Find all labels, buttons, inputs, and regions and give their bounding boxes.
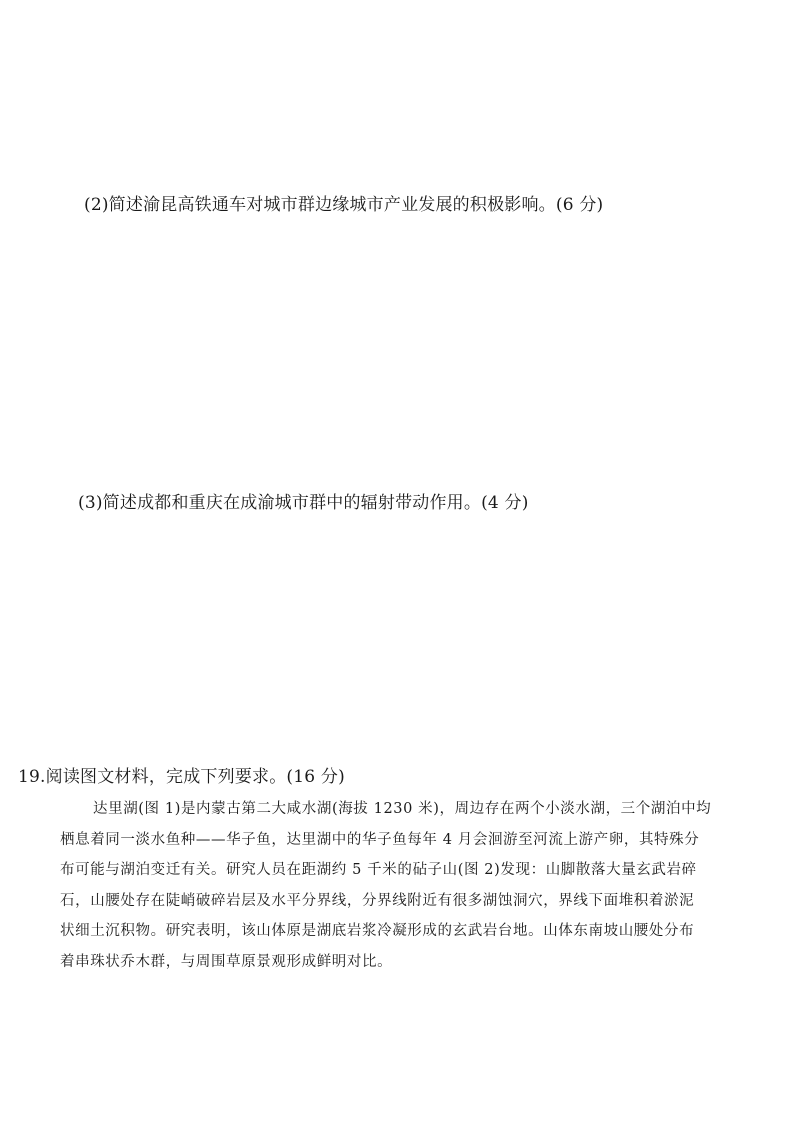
passage-line: 状细土沉积物。研究表明，该山体原是湖底岩浆冷凝形成的玄武岩台地。山体东南坡山腰处分布 (60, 923, 695, 939)
reading-passage (60, 794, 760, 977)
question-19: 19.阅读图文材料，完成下列要求。(16 分) (18, 767, 345, 787)
passage-line: 着串珠状乔木群，与周围草原景观形成鲜明对比。 (60, 953, 393, 970)
question-3: (3)简述成都和重庆在成渝城市群中的辐射带动作用。(4 分) (78, 493, 529, 513)
question-2: (2)简述渝昆高铁通车对城市群边缘城市产业发展的积极影响。(6 分) (84, 195, 604, 215)
passage-line: 布可能与湖泊变迁有关。研究人员在距湖约 5 千米的砧子山(图 2)发现：山脚散落大量玄武岩碎 (60, 862, 697, 878)
passage-line: 石，山腰处存在陡峭破碎岩层及水平分界线，分界线附近有很多湖蚀洞穴，界线下面堆积着淤泥 (60, 892, 695, 909)
passage-line: 栖息着同一淡水鱼种——华子鱼，达里湖中的华子鱼每年 4 月会洄游至河流上游产卵，其特殊分 (60, 831, 700, 848)
passage-line: 达里湖(图 1)是内蒙古第二大咸水湖(海拔 1230 米)，周边存在两个小淡水湖，三个湖泊中均 (93, 801, 712, 817)
